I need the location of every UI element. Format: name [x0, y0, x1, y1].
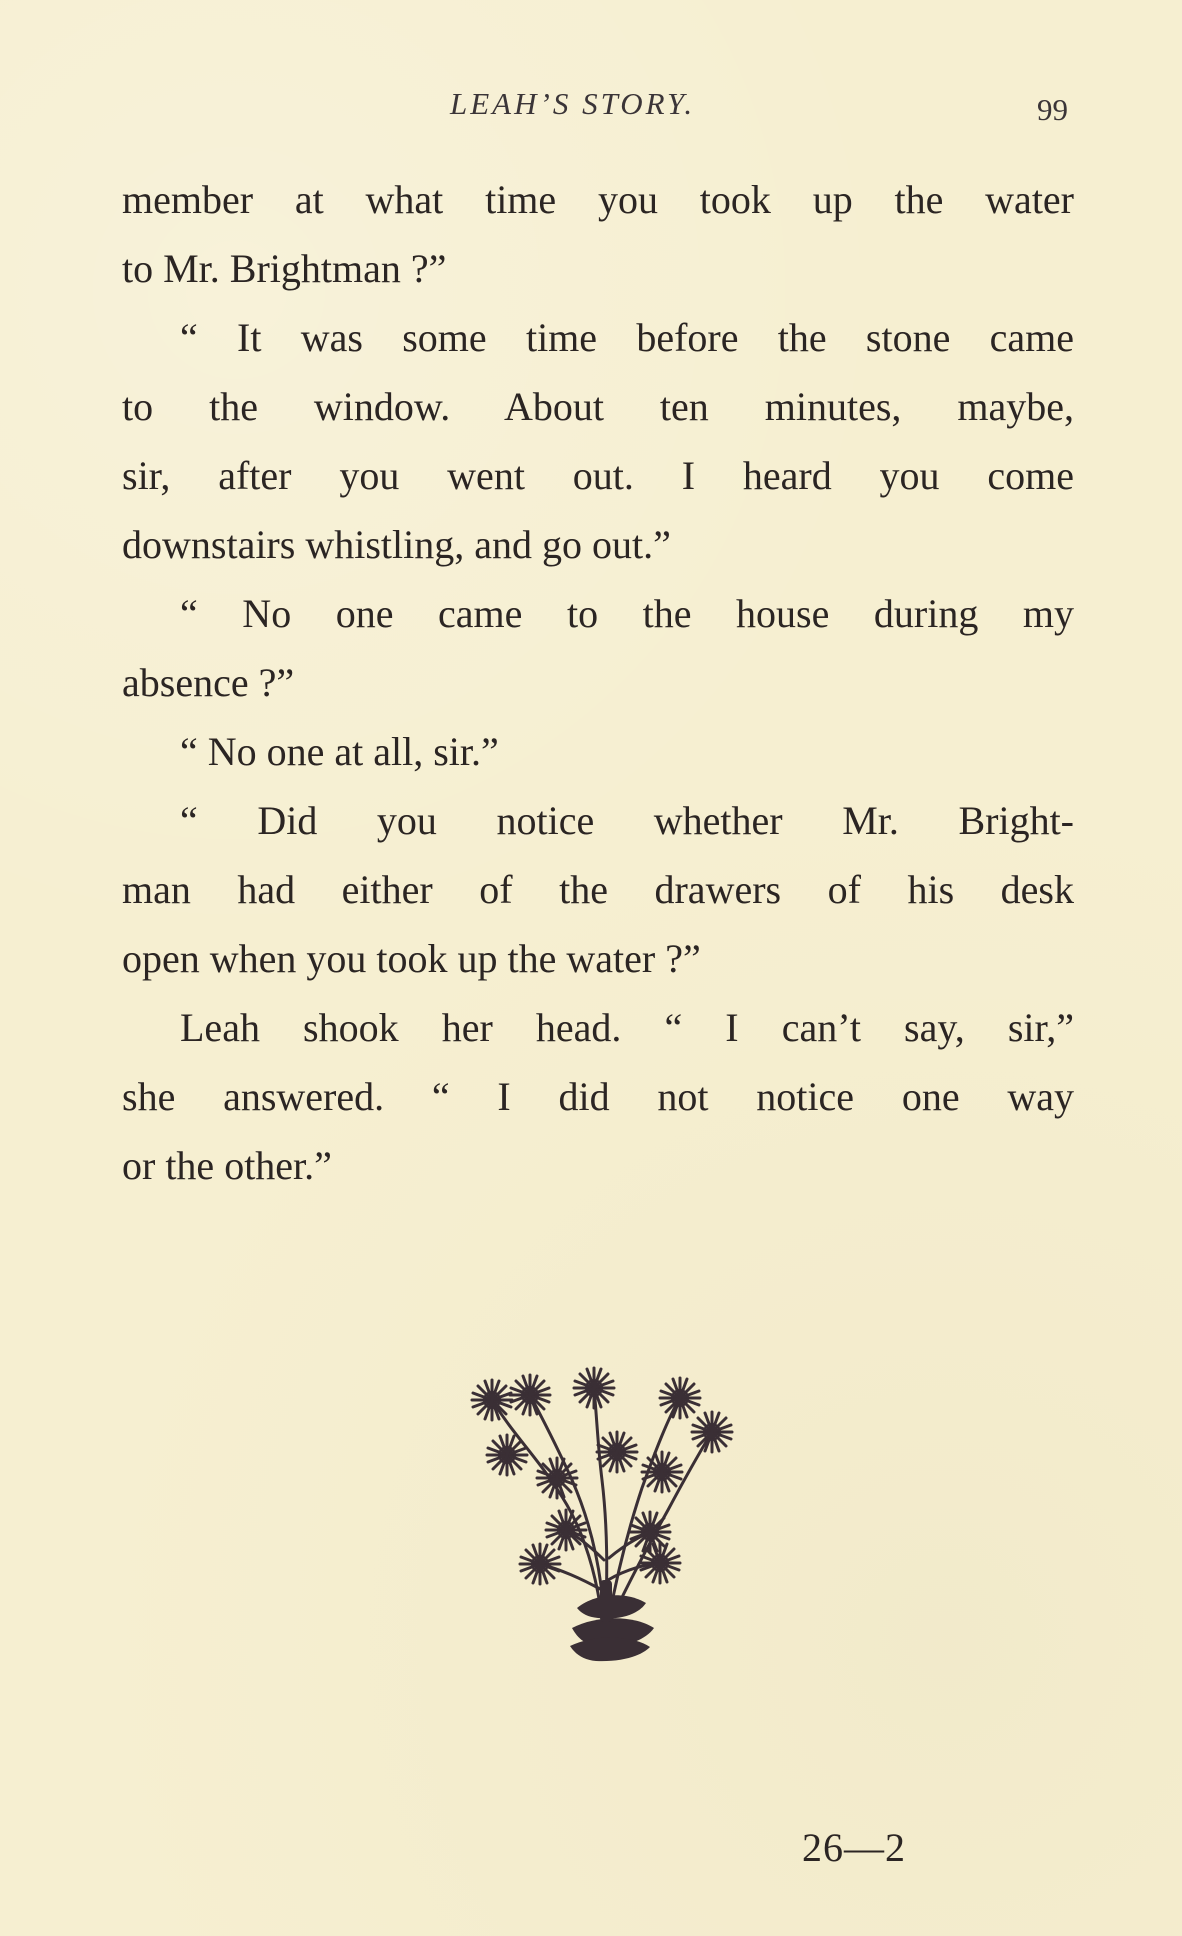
text-line: man had either of the drawers of his desk: [122, 867, 1074, 912]
text-line: “ Did you notice whether Mr. Bright-: [180, 798, 1074, 843]
text-line: absence ?”: [122, 660, 295, 705]
text-line: or the other.”: [122, 1143, 332, 1188]
text-line: “ No one came to the house during my: [180, 591, 1074, 636]
text-line: to the window. About ten minutes, maybe,: [122, 384, 1074, 429]
page-number: 99: [1037, 92, 1068, 127]
flower-bouquet-icon: [452, 1360, 752, 1680]
text-line: sir, after you went out. I heard you come: [122, 453, 1074, 498]
text-line: open when you took up the water ?”: [122, 936, 701, 981]
text-line: Leah shook her head. “ I can’t say, sir,”: [180, 1005, 1074, 1050]
running-head: [0, 82, 1182, 132]
text-line: she answered. “ I did not notice one way: [122, 1074, 1074, 1119]
running-title: LEAH’S STORY.: [450, 86, 696, 121]
text-line: “ No one at all, sir.”: [180, 729, 499, 774]
text-line: “ It was some time before the stone came: [180, 315, 1074, 360]
signature-mark: 26—2: [802, 1825, 906, 1870]
body-text: [122, 165, 1074, 1200]
text-line: downstairs whistling, and go out.”: [122, 522, 671, 567]
text-line: member at what time you took up the water: [122, 177, 1074, 222]
text-line: to Mr. Brightman ?”: [122, 246, 447, 291]
